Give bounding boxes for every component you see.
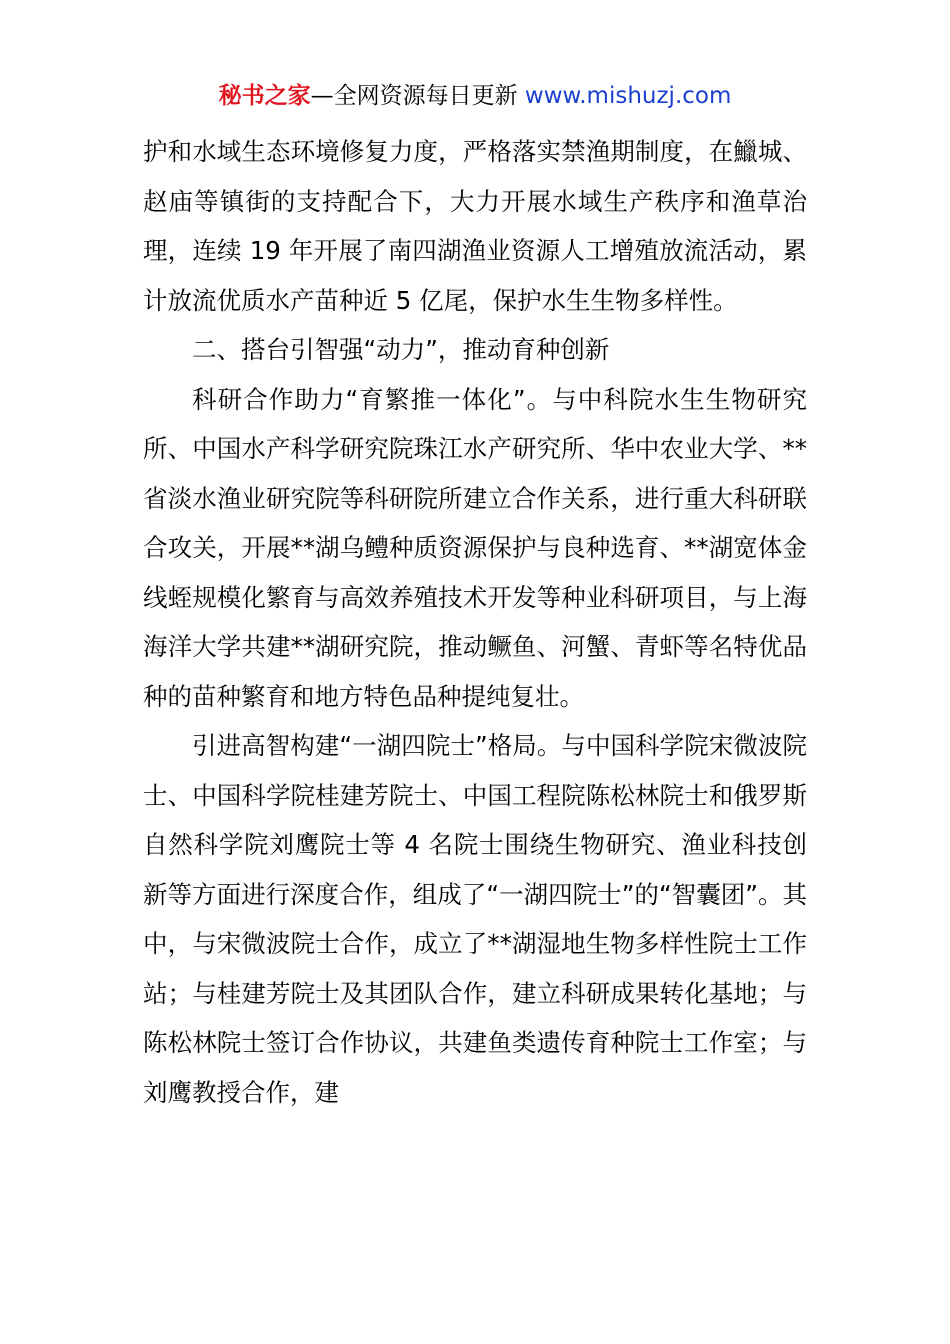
site-brand: 秘书之家 <box>218 83 311 109</box>
paragraph-research-cooperation: 科研合作助力“育繁推一体化”。与中科院水生生物研究所、中国水产科学研究院珠江水产研究所、华中农业大学、**省淡水渔业研究院等科研院所建立合作关系，进行重大科研联合攻关，开展**湖乌鳢种质资源保护与良种选育、**湖宽体金线蛭规模化繁育与高效养殖技术开发等种业科研项目，与上海海洋大学共建**湖研究院，推动鳜鱼、河蟹、青虾等名特优品种的苗种繁育和地方特色品种提纯复壮。 <box>143 384 807 711</box>
paragraph-academicians: 引进高智构建“一湖四院士”格局。与中国科学院宋微波院士、中国科学院桂建芳院士、中国工程院陈松林院士和俄罗斯自然科学院刘鹰院士等 4 名院士围绕生物研究、渔业科技创新等方面进行深度合作，组成了“一湖四院士”的“智囊团”。其中，与宋微波院士合作，成立了**湖湿地生物多样性院士工作站；与桂建芳院士及其团队合作，建立科研成果转化基地；与陈松林院士签订合作协议，共建鱼类遗传育种院士工作室；与刘鹰教授合作，建 <box>143 731 807 1107</box>
document-body <box>143 127 807 1117</box>
section-heading-2: 二、搭台引智强“动力”，推动育种创新 <box>192 335 610 364</box>
page-header <box>0 80 950 112</box>
paragraph-continued: 护和水域生态环境修复力度，严格落实禁渔期制度，在鱲城、赵庙等镇街的支持配合下，大力开展水域生产秩序和渔草治理，连续 19 年开展了南四湖渔业资源人工增殖放流活动，累计放流优质水产苗种近 5 亿尾，保护水生生物多样性。 <box>143 137 807 315</box>
site-url-link[interactable]: www.mishuzj.com <box>524 83 732 109</box>
site-tagline: —全网资源每日更新 <box>310 83 525 109</box>
